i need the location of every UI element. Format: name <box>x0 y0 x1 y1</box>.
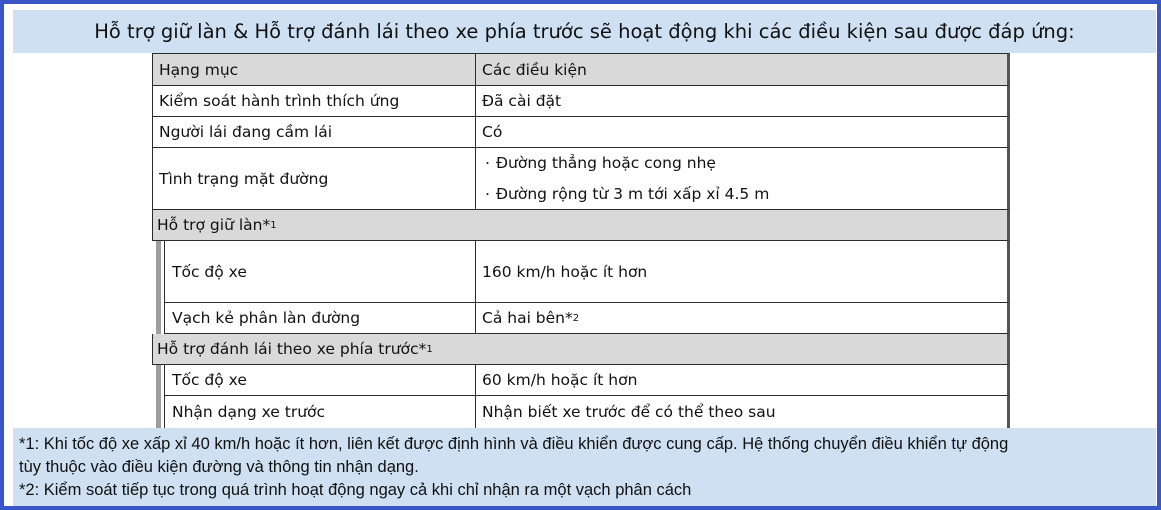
row-item: Tốc độ xe <box>172 262 247 281</box>
table-header-item <box>152 53 476 86</box>
table-header-conditions <box>476 53 1010 86</box>
conditions-table <box>152 53 1010 428</box>
table-row <box>152 117 476 148</box>
table-header-item-label: Hạng mục <box>159 60 239 79</box>
section-follow <box>152 334 1010 365</box>
row-item: Vạch kẻ phân làn đường <box>172 309 361 327</box>
row-item: Nhận dạng xe trước <box>172 403 326 421</box>
bullet-item <box>482 148 716 179</box>
table-row-condition <box>476 365 1010 396</box>
table-row-condition <box>476 396 1010 428</box>
table-row-condition <box>476 303 1010 334</box>
table-row-condition <box>476 241 1010 303</box>
table-row <box>164 396 476 428</box>
table-row <box>164 365 476 396</box>
footnote-2: *2: Kiểm soát tiếp tục trong quá trình hoạt động ngay cả khi chỉ nhận ra một vạch phân cách <box>19 481 692 499</box>
table-row-condition <box>476 86 1010 117</box>
table-row <box>164 303 476 334</box>
section-follow-title: Hỗ trợ đánh lái theo xe phía trước* <box>157 340 427 358</box>
page-title <box>13 10 1156 53</box>
row-condition: Nhận biết xe trước để có thể theo sau <box>482 403 776 421</box>
table-row-condition <box>476 117 1010 148</box>
row-condition: Cả hai bên* <box>482 309 573 327</box>
bullet-item <box>482 179 769 210</box>
table-row-condition <box>476 148 1010 210</box>
table-row <box>152 148 476 210</box>
row-condition: 60 km/h hoặc ít hơn <box>482 371 638 389</box>
table-row <box>152 86 476 117</box>
table-row <box>164 241 476 303</box>
bullet-text: Đường rộng từ 3 m tới xấp xỉ 4.5 m <box>496 184 770 203</box>
bullet-text: Đường thẳng hoặc cong nhẹ <box>496 154 716 173</box>
footnote-ref: 1 <box>426 343 433 355</box>
footnote-1-line-1: *1: Khi tốc độ xe xấp xỉ 40 km/h hoặc ít hơn, liên kết được định hình và điều khiển được cung cấp. Hệ thống chuyển điều khiển tự động <box>19 435 1009 453</box>
footnote-ref: 1 <box>270 219 277 231</box>
row-item: Tình trạng mặt đường <box>159 169 329 188</box>
row-condition: 160 km/h hoặc ít hơn <box>482 262 648 281</box>
footnote-1-line-2: tùy thuộc vào điều kiện đường và thông tin nhận dạng. <box>19 458 419 476</box>
indent-bar <box>156 365 161 428</box>
row-item: Người lái đang cầm lái <box>159 123 333 141</box>
footnotes <box>13 428 1156 506</box>
section-lane-keep <box>152 210 1010 241</box>
row-item: Kiểm soát hành trình thích ứng <box>159 92 400 110</box>
page-title-text: Hỗ trợ giữ làn & Hỗ trợ đánh lái theo xe phía trước sẽ hoạt động khi các điều kiện sau được đáp ứng: <box>94 20 1075 43</box>
bullet-icon: ・ <box>482 187 493 201</box>
row-condition: Có <box>482 123 503 141</box>
table-header-conditions-label: Các điều kiện <box>482 60 587 79</box>
section-lane-keep-title: Hỗ trợ giữ làn* <box>157 216 271 234</box>
bullet-icon: ・ <box>482 157 493 171</box>
row-condition: Đã cài đặt <box>482 92 562 110</box>
footnote-ref: 2 <box>572 312 580 324</box>
indent-bar <box>156 241 161 334</box>
row-item: Tốc độ xe <box>172 371 247 389</box>
